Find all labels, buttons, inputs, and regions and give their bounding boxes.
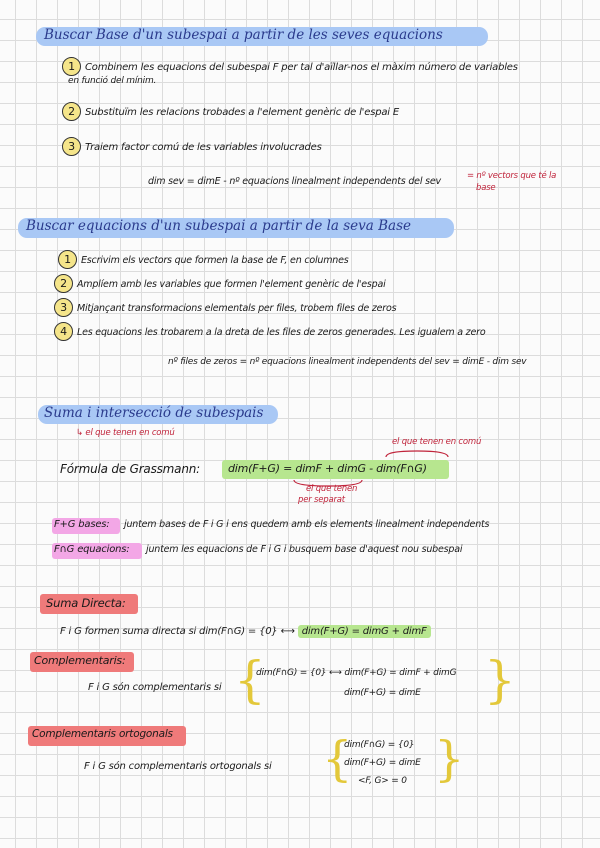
item4-text: Les equacions les trobarem a la dreta de les files de zeros generades. Les igualem a zero — [77, 327, 486, 338]
direct-sum-result: dim(F+G) = dimG + dimF — [298, 625, 431, 638]
section2-item-3 — [54, 298, 396, 317]
section1-note: = nº vectors que té la — [467, 171, 557, 181]
int-label: F∩G equacions: — [54, 544, 130, 555]
int-text: juntem les equacions de F i G i busquem base d'aquest nou subespai — [146, 544, 463, 555]
section1-title: Buscar Base d'un subespai a partir de les seves equacions — [44, 27, 443, 43]
step1-text: Combinem les equacions del subespai F per tal d'aïllar-nos el màxim número de variables — [85, 62, 518, 73]
complementary-right-brace: } — [484, 651, 516, 709]
separate-note: el que tenen — [306, 484, 358, 494]
item1-text: Escrivim els vectors que formen la base de F, en columnes — [81, 255, 349, 266]
section2-item-2 — [54, 274, 386, 293]
item-number-3: 3 — [54, 298, 73, 317]
complementary-left-brace: { — [234, 651, 266, 709]
step3-text: Traiem factor comú de les variables involucrades — [85, 142, 322, 153]
direct-sum-arrow: ⟷ — [280, 626, 295, 637]
sum-text: juntem bases de F i G i ens quedem amb els elements linealment independents — [124, 519, 490, 530]
direct-sum-condition: F i G formen suma directa si dim(F∩G) = {0} — [60, 626, 278, 637]
section3-subnote: ↳ el que tenen en comú — [76, 428, 175, 438]
item2-text: Amplíem amb les variables que formen l'element genèric de l'espai — [77, 279, 386, 290]
orthogonal-left-brace: { — [322, 731, 353, 787]
section2-item-4 — [54, 322, 485, 341]
item3-text: Mitjançant transformacions elementals per files, trobem files de zeros — [77, 303, 397, 314]
step-number-3: 3 — [62, 137, 81, 156]
item-number-1: 1 — [58, 250, 77, 269]
separate-note-cont: per separat — [298, 495, 345, 505]
section1-step1 — [62, 57, 518, 76]
orthogonal-line-3: <F, G> = 0 — [358, 776, 407, 786]
direct-sum-text — [60, 626, 431, 637]
step-number-1: 1 — [62, 57, 81, 76]
grassmann-label: Fórmula de Grassmann: — [60, 462, 200, 476]
section2-item-1 — [58, 250, 349, 269]
step-number-2: 2 — [62, 102, 81, 121]
orthogonal-text: F i G són complementaris ortogonals si — [84, 761, 272, 772]
orthogonal-right-brace: } — [434, 731, 465, 787]
orthogonal-title: Complementaris ortogonals — [32, 728, 173, 740]
section1-step3 — [62, 137, 322, 156]
item-number-2: 2 — [54, 274, 73, 293]
orthogonal-line-1: dim(F∩G) = {0} — [344, 740, 415, 750]
section1-note-cont: base — [476, 183, 496, 193]
complementary-text: F i G són complementaris si — [88, 682, 222, 693]
step2-text: Substituïm les relacions trobades a l'element genèric de l'espai E — [85, 107, 399, 118]
step1-text-cont: en funció del mínim. — [68, 76, 157, 86]
item-number-4: 4 — [54, 322, 73, 341]
common-note: el que tenen en comú — [392, 437, 482, 447]
direct-sum-title: Suma Directa: — [46, 596, 126, 610]
orthogonal-line-2: dim(F+G) = dimE — [344, 758, 421, 768]
common-bracket — [384, 447, 450, 459]
complementary-line-1: dim(F∩G) = {0} ⟷ dim(F+G) = dimF + dimG — [256, 668, 457, 678]
complementary-title: Complementaris: — [34, 654, 126, 667]
section2-formula: nº files de zeros = nº equacions linealment independents del sev = dimE - dim sev — [168, 357, 527, 367]
sum-label: F+G bases: — [54, 519, 110, 530]
section1-step2 — [62, 102, 399, 121]
grassmann-formula: dim(F+G) = dimF + dimG - dim(F∩G) — [228, 462, 427, 475]
complementary-line-2: dim(F+G) = dimE — [344, 688, 421, 698]
section1-formula: dim sev = dimE - nº equacions linealment independents del sev — [148, 176, 441, 187]
section3-title: Suma i intersecció de subespais — [44, 405, 264, 421]
section2-title: Buscar equacions d'un subespai a partir de la seva Base — [26, 218, 412, 234]
